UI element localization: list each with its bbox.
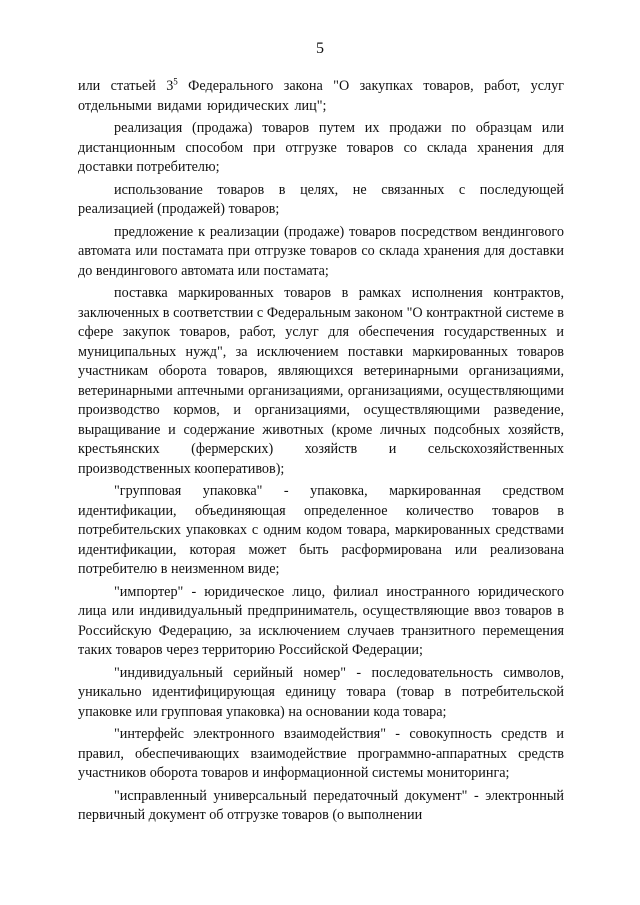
paragraph-definition: "исправленный универсальный передаточный документ" - электронный первичный документ об отгрузке товаров (о выполнении <box>78 787 564 823</box>
paragraph-definition: "импортер" - юридическое лицо, филиал иностранного юридического лица или индивидуальный предприниматель, осуществляющие ввоз товаров в Российскую Федерацию, за исключением случаев транзитного перемещения таких товаров через территорию Российской Федерации; <box>78 583 564 658</box>
paragraph: поставка маркированных товаров в рамках исполнения контрактов, заключенных в соответствии с Федеральным законом "О контрактной системе в сфере закупок товаров, работ, услуг для обеспечения государственных и муниципальных нужд", за исключением поставки маркированных товаров участникам оборота товаров, являющихся ветеринарными организациями, ветеринарными аптечными организациями, организациями, осуществляющими производство кормов, и организациями, осуществляющими разведение, выращивание и содержание животных (кроме личных подсобных хозяйств, крестьянских (фермерских) хозяйств и сельскохозяйственных производственных кооперативов); <box>78 285 564 477</box>
paragraph-text-end: Федерального закона "О закупках товаров, работ, услуг отдельными видами юридических лиц"; <box>78 78 564 114</box>
document-body <box>78 77 564 829</box>
paragraph-definition: "групповая упаковка" - упаковка, маркированная средством идентификации, объединяющая определенное количество товаров в потребительских упаковках с одним кодом товара, маркированных средствами идентификации, которая может быть расформирована или реализована потребителю в неизменном виде; <box>78 483 564 577</box>
paragraph: предложение к реализации (продаже) товаров посредством вендингового автомата или постамата при отгрузке товаров со склада хранения для доставки до вендингового автомата или постамата; <box>78 223 564 279</box>
paragraph: реализация (продажа) товаров путем их продажи по образцам или дистанционным способом при отгрузке товаров со склада хранения для доставки потребителю; <box>78 120 564 175</box>
page-number: 5 <box>316 40 324 57</box>
paragraph-continuation <box>78 77 564 116</box>
paragraph-definition: "интерфейс электронного взаимодействия" - совокупность средств и правил, обеспечивающих взаимодействие программно-аппаратных средств участников оборота товаров и информационной системы мониторинга; <box>78 726 564 781</box>
paragraph-text-start: или статьей 3 <box>78 78 174 94</box>
paragraph: использование товаров в целях, не связанных с последующей реализацией (продажей) товаров; <box>78 181 564 217</box>
paragraph-definition: "индивидуальный серийный номер" - последовательность символов, уникально идентифицирующая единицу товара (товар в потребительской упаковке или групповая упаковка) на основании кода товара; <box>78 664 564 720</box>
superscript-index: 5 <box>173 76 178 87</box>
